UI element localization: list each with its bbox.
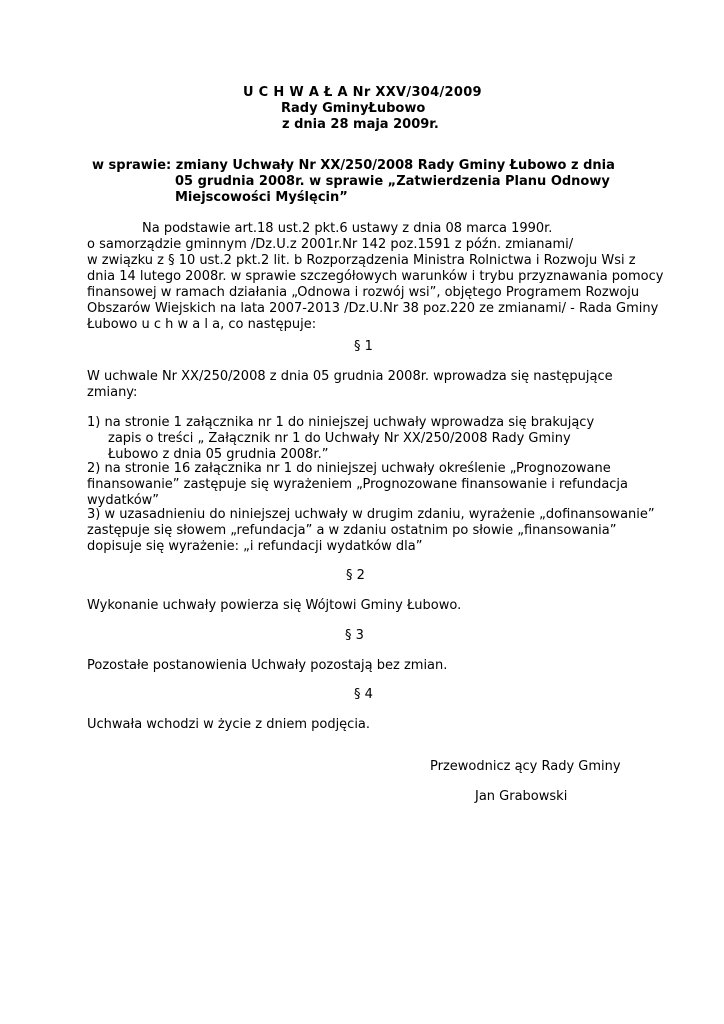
subject-line-3: Miejscowości Myślęcin” [175, 190, 348, 205]
council-name: Rady GminyŁubowo [281, 101, 426, 116]
amendment-1-line-3: Łubowo z dnia 05 grudnia 2008r.” [108, 447, 329, 462]
section-4-heading: § 4 [354, 687, 373, 702]
section-3-text: Pozostałe postanowienia Uchwały pozostają bez zmian. [87, 658, 448, 673]
basis-line-6: Obszarów Wiejskich na lata 2007-2013 /Dz.U.Nr 38 poz.220 ze zmianami/ - Rada Gminy [87, 301, 659, 316]
basis-line-3: w związku z § 10 ust.2 pkt.2 lit. b Rozporządzenia Ministra Rolnictwa i Rozwoju Wsi z [87, 253, 636, 268]
signature-name: Jan Grabowski [475, 789, 568, 804]
signature-role: Przewodnicz ący Rady Gminy [430, 759, 621, 774]
amendment-2-line-2: finansowanie” zastępuje się wyrażeniem „Prognozowane finansowanie i refundacja [87, 477, 629, 492]
section-4-text: Uchwała wchodzi w życie z dniem podjęcia. [87, 717, 371, 732]
basis-line-7: Łubowo u c h w a l a, co następuje: [87, 317, 317, 332]
amendment-2-line-3: wydatków” [87, 493, 160, 508]
resolution-date: z dnia 28 maja 2009r. [282, 117, 439, 132]
amendment-1-line-2: zapis o treści „ Załącznik nr 1 do Uchwały Nr XX/250/2008 Rady Gminy [108, 431, 571, 446]
amendment-1-line-1: 1) na stronie 1 załącznika nr 1 do niniejszej uchwały wprowadza się brakujący [87, 415, 595, 430]
amendment-3-line-1: 3) w uzasadnieniu do niniejszej uchwały w drugim zdaniu, wyrażenie „dofinansowanie” [87, 507, 655, 522]
section-3-heading: § 3 [345, 628, 364, 643]
amendment-3-line-3: dopisuje się wyrażenie: „i refundacji wydatków dla” [87, 539, 423, 554]
section-1-intro-2: zmiany: [87, 385, 138, 400]
section-2-heading: § 2 [346, 568, 365, 583]
section-1-intro-1: W uchwale Nr XX/250/2008 z dnia 05 grudnia 2008r. wprowadza się następujące [87, 369, 613, 384]
basis-line-2: o samorządzie gminnym /Dz.U.z 2001r.Nr 142 poz.1591 z późn. zmianami/ [87, 237, 574, 252]
subject-line-2: 05 grudnia 2008r. w sprawie „Zatwierdzenia Planu Odnowy [175, 174, 610, 189]
section-1-heading: § 1 [354, 339, 373, 354]
basis-line-4: dnia 14 lutego 2008r. w sprawie szczegółowych warunków i trybu przyznawania pomocy [87, 269, 664, 284]
amendment-3-line-2: zastępuje się słowem „refundacja” a w zdaniu ostatnim po słowie „finansowania” [87, 523, 617, 538]
subject-line-1: w sprawie: zmiany Uchwały Nr XX/250/2008 Rady Gminy Łubowo z dnia [92, 158, 615, 173]
amendment-2-line-1: 2) na stronie 16 załącznika nr 1 do niniejszej uchwały określenie „Prognozowane [87, 461, 611, 476]
basis-line-1: Na podstawie art.18 ust.2 pkt.6 ustawy z dnia 08 marca 1990r. [142, 221, 553, 236]
basis-line-5: finansowej w ramach działania „Odnowa i rozwój wsi”, objętego Programem Rozwoju [87, 285, 640, 300]
resolution-title: U C H W A Ł A Nr XXV/304/2009 [243, 85, 482, 100]
section-2-text: Wykonanie uchwały powierza się Wójtowi Gminy Łubowo. [87, 598, 462, 613]
